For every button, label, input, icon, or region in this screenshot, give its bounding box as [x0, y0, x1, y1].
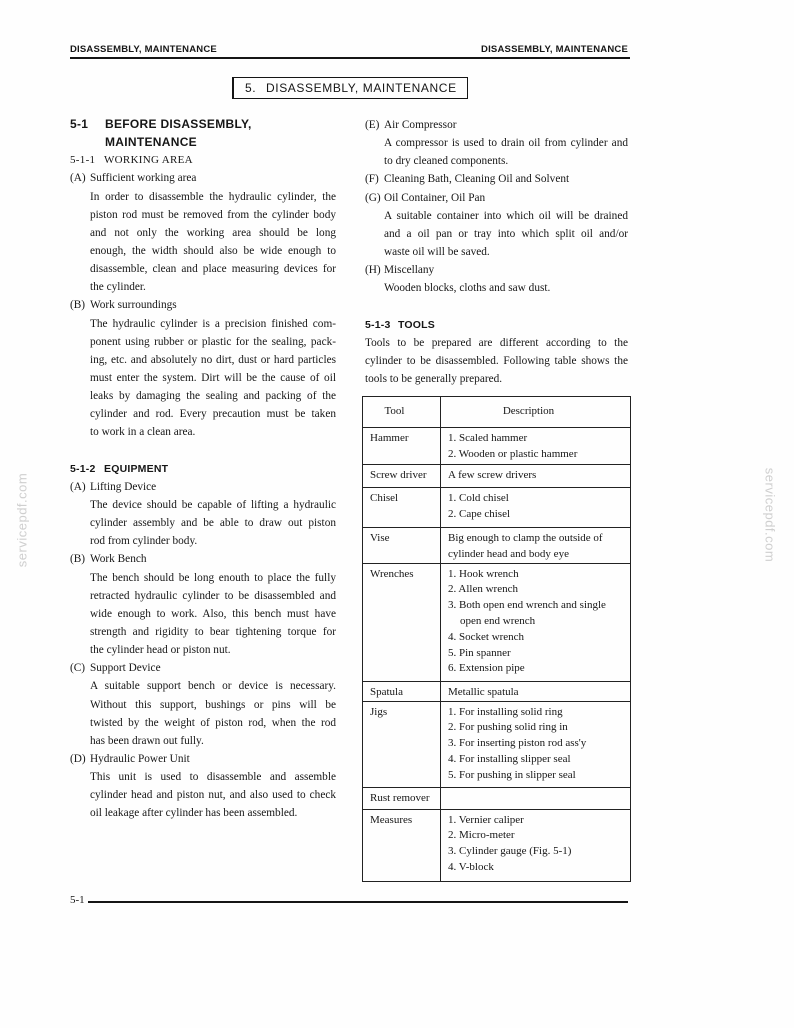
- item-paragraph: [70, 677, 336, 750]
- intro-line: tools to be generally prepared.: [365, 372, 503, 385]
- paragraph-line: strength and rigidity to bear tightening torque for: [90, 625, 336, 638]
- running-header-left: DISASSEMBLY, MAINTENANCE: [70, 44, 217, 55]
- watermark-right: servicepdf.com: [762, 467, 778, 563]
- description-item: 1. Cold chisel: [448, 492, 509, 504]
- description-item: 1. Hook wrench: [448, 567, 519, 580]
- description-cell: [441, 465, 631, 488]
- item-title: Work surroundings: [90, 299, 177, 312]
- subsection-heading-working-area: [70, 151, 336, 169]
- chapter-title-box: [232, 77, 468, 99]
- tool-name-cell: Hammer: [363, 428, 441, 465]
- equipment-items: [70, 478, 336, 823]
- paragraph-line: leaks by damaging the sealing and packing of the: [90, 390, 336, 403]
- description-item: 3. Cylinder gauge (Fig. 5-1): [448, 845, 572, 858]
- description-item: 2. Allen wrench: [448, 583, 518, 596]
- subsection-heading-tools: [365, 316, 628, 334]
- paragraph-line: oil leakage after cylinder has been assembled.: [90, 807, 298, 820]
- item-label: (C): [70, 662, 86, 675]
- paragraph-line: Wooden blocks, cloths and saw dust.: [384, 282, 551, 295]
- paragraph-line: has been drawn out fully.: [90, 734, 204, 747]
- table-row: [363, 787, 631, 809]
- description-item: 1. Scaled hammer: [448, 432, 528, 444]
- paragraph-line: rod from cylinder body.: [90, 535, 198, 548]
- paragraph-line: and not only the working area should be long: [90, 226, 336, 239]
- description-item: Metallic spatula: [448, 685, 519, 698]
- paragraph-line: cylinder and rod. Every precaution must be taken: [90, 408, 336, 421]
- description-cell: [441, 488, 631, 528]
- description-cell: [441, 701, 631, 787]
- paragraph-line: A suitable support bench or device is necessary.: [90, 680, 336, 693]
- item-title: Support Device: [90, 662, 161, 675]
- equipment-items-continued: [365, 116, 628, 297]
- paragraph-line: to work in a clean area.: [90, 426, 196, 439]
- paragraph-line: to dry cleaned components.: [384, 155, 509, 168]
- paragraph-line: the cylinder.: [90, 281, 146, 294]
- item-paragraph: [70, 188, 336, 297]
- item-heading: [70, 550, 336, 568]
- paragraph-line: piston rod must be removed from the cylinder body: [90, 208, 336, 221]
- item-title: Air Compressor: [384, 119, 457, 131]
- list-item: [70, 550, 336, 659]
- table-header-row: [363, 397, 631, 428]
- list-item: [365, 170, 628, 188]
- section-number: 5-1: [70, 117, 89, 131]
- table-row: [363, 809, 631, 881]
- paragraph-line: enough, the width should also be wide enough to: [90, 244, 336, 257]
- paragraph-line: disassemble, clean and place measuring devices for: [90, 263, 336, 276]
- tool-name-cell: Jigs: [363, 701, 441, 787]
- intro-line: Tools to be prepared are different according to the: [365, 336, 628, 349]
- description-item: A few screw drivers: [448, 469, 537, 481]
- item-heading: [365, 116, 628, 134]
- paragraph-line: the cylinder head or piston nut.: [90, 644, 231, 657]
- item-title: Sufficient working area: [90, 172, 197, 185]
- intro-line: cylinder to be disassembled. Following table shows the: [365, 354, 628, 367]
- item-label: (B): [70, 299, 86, 312]
- item-paragraph: [70, 315, 336, 442]
- list-item: [70, 296, 336, 441]
- paragraph-line: ing, etc. and absolutely no dirt, dust or hard particles: [90, 353, 336, 366]
- paragraph-line: In order to disassemble the hydraulic cylinder, the: [90, 190, 336, 203]
- column-header-tool: Tool: [363, 397, 441, 428]
- description-cell: [441, 428, 631, 465]
- paragraph-line: The hydraulic cylinder is a precision finished com-: [90, 317, 336, 330]
- list-item: [365, 189, 628, 262]
- item-heading: [70, 659, 336, 677]
- working-area-items: [70, 169, 336, 441]
- item-label: (A): [70, 172, 86, 185]
- item-title: Miscellany: [384, 264, 435, 277]
- list-item: [70, 478, 336, 551]
- item-paragraph: [365, 134, 628, 170]
- table-row: [363, 563, 631, 681]
- description-cell: [441, 563, 631, 681]
- list-item: [70, 169, 336, 296]
- item-paragraph: [70, 496, 336, 550]
- item-title: Work Bench: [90, 553, 147, 566]
- subsection-number: 5-1-2: [70, 462, 96, 475]
- item-title: Lifting Device: [90, 480, 157, 493]
- description-item: 5. For pushing in slipper seal: [448, 768, 576, 781]
- paragraph-line: ponent using rubber or plastic for the sealing, pack-: [90, 335, 336, 348]
- table-row: [363, 488, 631, 528]
- item-heading: [365, 189, 628, 207]
- item-heading: [70, 296, 336, 314]
- subsection-title: EQUIPMENT: [104, 462, 169, 475]
- item-heading: [365, 261, 628, 279]
- tools-table-body: [363, 428, 631, 882]
- item-label: (D): [70, 752, 86, 765]
- section-heading: [70, 115, 336, 133]
- chapter-title: DISASSEMBLY, MAINTENANCE: [266, 81, 457, 95]
- table-row: [363, 701, 631, 787]
- tool-name-cell: Vise: [363, 528, 441, 564]
- description-item: 4. V-block: [448, 860, 494, 873]
- tools-intro-paragraph: [365, 334, 628, 388]
- item-title: Hydraulic Power Unit: [90, 752, 190, 765]
- paragraph-line: wide enough to work. Also, this bench must have: [90, 607, 336, 620]
- list-item: [70, 659, 336, 750]
- tool-name-cell: Spatula: [363, 681, 441, 701]
- item-heading: [365, 170, 628, 188]
- subsection-number: 5-1-1: [70, 154, 96, 167]
- subsection-title: WORKING AREA: [104, 154, 193, 167]
- item-paragraph: [70, 569, 336, 660]
- paragraph-line: A suitable container into which oil will be drained: [384, 209, 628, 222]
- item-label: (G): [365, 191, 381, 204]
- list-item: [70, 750, 336, 823]
- paragraph-line: waste oil will be saved.: [384, 245, 490, 258]
- item-label: (F): [365, 173, 379, 186]
- section-heading-continued: [70, 133, 336, 151]
- tool-name-cell: Screw driver: [363, 465, 441, 488]
- tools-table: [362, 396, 631, 882]
- description-cell: [441, 528, 631, 564]
- item-heading: [70, 169, 336, 187]
- tool-name-cell: Wrenches: [363, 563, 441, 681]
- paragraph-line: twisted by the weight of piston rod, when the rod: [90, 716, 336, 729]
- list-item: [365, 116, 628, 170]
- item-paragraph: [70, 768, 336, 822]
- left-column: [70, 115, 336, 822]
- subsection-title: TOOLS: [398, 318, 435, 331]
- item-label: (E): [365, 119, 380, 131]
- footer-rule: [88, 901, 628, 903]
- paragraph-line: The bench should be long enouth to place the fully: [90, 571, 336, 584]
- column-header-description: Description: [441, 397, 631, 428]
- section-title-line-1: BEFORE DISASSEMBLY,: [105, 117, 252, 131]
- description-item: 3. Both open end wrench and single open end wrench: [448, 599, 606, 627]
- description-item: 2. Micro-meter: [448, 829, 515, 842]
- item-heading: [70, 750, 336, 768]
- item-title: Cleaning Bath, Cleaning Oil and Solvent: [384, 173, 570, 186]
- section-title-line-2: MAINTENANCE: [105, 135, 197, 150]
- item-paragraph: [365, 207, 628, 261]
- paragraph-line: The device should be capable of lifting a hydraulic: [90, 498, 336, 511]
- tool-name-cell: Chisel: [363, 488, 441, 528]
- subsection-heading-equipment: [70, 460, 336, 478]
- description-item: 4. Socket wrench: [448, 630, 525, 643]
- tool-name-cell: Measures: [363, 809, 441, 881]
- description-item: Big enough to clamp the outside of cylinder head and body eye: [448, 532, 603, 560]
- paragraph-line: must enter the system. Dirt will be the cause of oil: [90, 371, 336, 384]
- description-item: 1. For installing solid ring: [448, 705, 563, 718]
- item-title: Oil Container, Oil Pan: [384, 191, 486, 204]
- description-cell: [441, 681, 631, 701]
- paragraph-line: retracted hydraulic cylinder to be disassembled and: [90, 589, 336, 602]
- chapter-number: 5.: [245, 81, 257, 95]
- running-header-right: DISASSEMBLY, MAINTENANCE: [481, 44, 628, 55]
- paragraph-line: cylinder assembly and be able to draw out piston: [90, 517, 336, 530]
- list-item: [365, 261, 628, 297]
- paragraph-line: Without this support, bushings or pins will be: [90, 698, 336, 711]
- table-row: [363, 428, 631, 465]
- subsection-number: 5-1-3: [365, 318, 391, 331]
- page-number: 5-1: [70, 894, 85, 906]
- description-cell: [441, 787, 631, 809]
- tool-name-cell: Rust remover: [363, 787, 441, 809]
- description-item: 1. Vernier caliper: [448, 813, 524, 826]
- description-item: 2. Wooden or plastic hammer: [448, 447, 578, 460]
- description-item: 2. For pushing solid ring in: [448, 721, 568, 734]
- description-cell: [441, 809, 631, 881]
- paragraph-line: cylinder head and piston nut, and also used to check: [90, 789, 336, 802]
- table-row: [363, 681, 631, 701]
- right-column: [365, 116, 628, 388]
- description-item: 3. For inserting piston rod ass'y: [448, 737, 587, 750]
- paragraph-line: This unit is used to disassemble and assemble: [90, 771, 336, 784]
- description-item: 2. Cape chisel: [448, 507, 511, 520]
- table-row: [363, 465, 631, 488]
- item-label: (B): [70, 553, 86, 566]
- header-rule: [70, 57, 630, 59]
- paragraph-line: A compressor is used to drain oil from cylinder and: [384, 137, 628, 150]
- item-heading: [70, 478, 336, 496]
- item-label: (H): [365, 264, 381, 277]
- watermark-left: servicepdf.com: [14, 472, 30, 568]
- description-item: 6. Extension pipe: [448, 662, 525, 675]
- item-label: (A): [70, 480, 86, 493]
- description-item: 5. Pin spanner: [448, 646, 511, 659]
- item-paragraph: [365, 279, 628, 297]
- description-item: 4. For installing slipper seal: [448, 752, 571, 765]
- table-row: [363, 528, 631, 564]
- paragraph-line: and a oil pan or tray into which split oil and/or: [384, 227, 628, 240]
